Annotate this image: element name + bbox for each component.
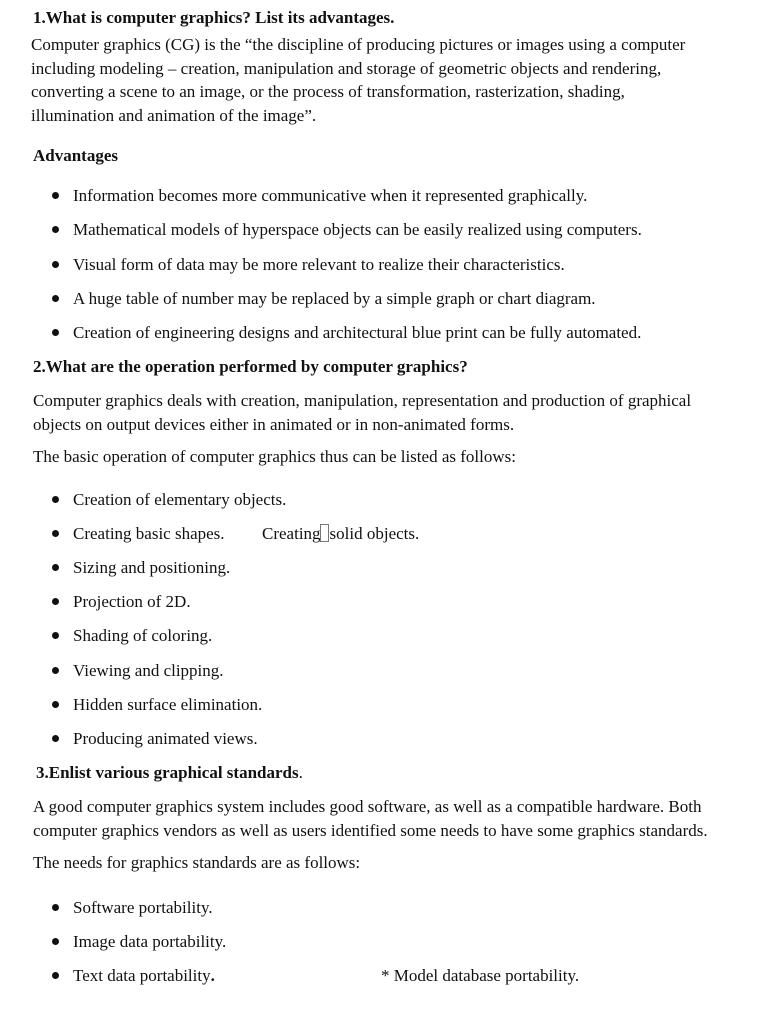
inline-extra-part: Creatin bbox=[262, 524, 313, 543]
inline-extra-part: g bbox=[312, 524, 321, 543]
bullet-icon bbox=[52, 632, 59, 639]
section2-paragraph bbox=[33, 389, 753, 436]
section1-heading: 1.What is computer graphics? List its advantages. bbox=[33, 8, 395, 27]
section2-intro: The basic operation of computer graphics thus can be listed as follows: bbox=[33, 447, 516, 466]
bullet-icon bbox=[52, 496, 59, 503]
list-item-text: Viewing and clipping. bbox=[73, 661, 224, 680]
bullet-icon bbox=[52, 295, 59, 302]
section2-heading: 2.What are the operation performed by computer graphics? bbox=[33, 357, 468, 376]
list-item-text: Hidden surface elimination. bbox=[73, 695, 263, 714]
section3-paragraph bbox=[33, 795, 763, 842]
list-item-text: A huge table of number may be replaced by a simple graph or chart diagram. bbox=[73, 289, 596, 308]
section2-para-line: Computer graphics deals with creation, manipulation, representation and production of graphical bbox=[33, 391, 692, 410]
section3-heading-period: . bbox=[298, 763, 303, 782]
bullet-icon bbox=[52, 938, 59, 945]
section3-para-line: A good computer graphics system includes good software, as well as a compatible hardware. Both bbox=[33, 797, 702, 816]
section1-paragraph bbox=[31, 33, 751, 127]
bullet-icon bbox=[52, 598, 59, 605]
list-item-text: Software portability. bbox=[73, 898, 213, 917]
list-item-text: Creation of engineering designs and architectural blue print can be fully automated. bbox=[73, 323, 642, 342]
list-item-text: Mathematical models of hyperspace objects can be easily realized using computers. bbox=[73, 220, 642, 239]
bullet-icon bbox=[52, 564, 59, 571]
section1-para-line: including modeling – creation, manipulation and storage of geometric objects and rendering, bbox=[31, 58, 662, 78]
list-item-text: Sizing and positioning. bbox=[73, 558, 231, 577]
bullet-icon bbox=[52, 192, 59, 199]
inline-extra-item bbox=[262, 524, 419, 544]
bullet-icon bbox=[52, 972, 59, 979]
bullet-icon bbox=[52, 226, 59, 233]
list-item-text: Image data portability. bbox=[73, 932, 227, 951]
inline-extra-part: solid objects. bbox=[329, 524, 420, 543]
section1-para-line: Computer graphics (CG) is the “the discipline of producing pictures or images using a computer bbox=[31, 35, 686, 54]
section3-heading-text: 3.Enlist various graphical standards bbox=[36, 763, 299, 782]
bullet-icon bbox=[52, 701, 59, 708]
advantages-subheading: Advantages bbox=[33, 146, 119, 165]
list-item-text: Shading of coloring. bbox=[73, 626, 213, 645]
bullet-icon bbox=[52, 261, 59, 268]
bullet-icon bbox=[52, 667, 59, 674]
list-item-text-main: Text data portability bbox=[73, 966, 211, 985]
section3-heading bbox=[36, 763, 303, 783]
section1-para-line: converting a scene to an image, or the process of transformation, rasterization, shading, bbox=[31, 82, 625, 101]
list-item-text: Producing animated views. bbox=[73, 729, 258, 748]
list-item-text bbox=[73, 966, 215, 986]
bullet-icon bbox=[52, 735, 59, 742]
list-item-text: Visual form of data may be more relevant to realize their characteristics. bbox=[73, 255, 565, 274]
extra-standard-item: * Model database portability. bbox=[381, 966, 580, 985]
list-item-text: Creation of elementary objects. bbox=[73, 490, 287, 509]
list-item-text: Information becomes more communicative when it represented graphically. bbox=[73, 186, 588, 205]
list-item-text: Projection of 2D. bbox=[73, 592, 191, 611]
section3-intro: The needs for graphics standards are as follows: bbox=[33, 853, 361, 872]
list-item-text: Creating basic shapes. bbox=[73, 524, 225, 543]
list-item-text-period: . bbox=[210, 966, 215, 985]
section3-para-line: computer graphics vendors as well as users identified some needs to have some graphics standards. bbox=[33, 820, 708, 840]
bullet-icon bbox=[52, 329, 59, 336]
text-cursor-box bbox=[320, 524, 329, 542]
bullet-icon bbox=[52, 904, 59, 911]
section2-para-line: objects on output devices either in animated or in non-animated forms. bbox=[33, 414, 515, 434]
section1-para-line: illumination and animation of the image”. bbox=[31, 105, 317, 125]
bullet-icon bbox=[52, 530, 59, 537]
